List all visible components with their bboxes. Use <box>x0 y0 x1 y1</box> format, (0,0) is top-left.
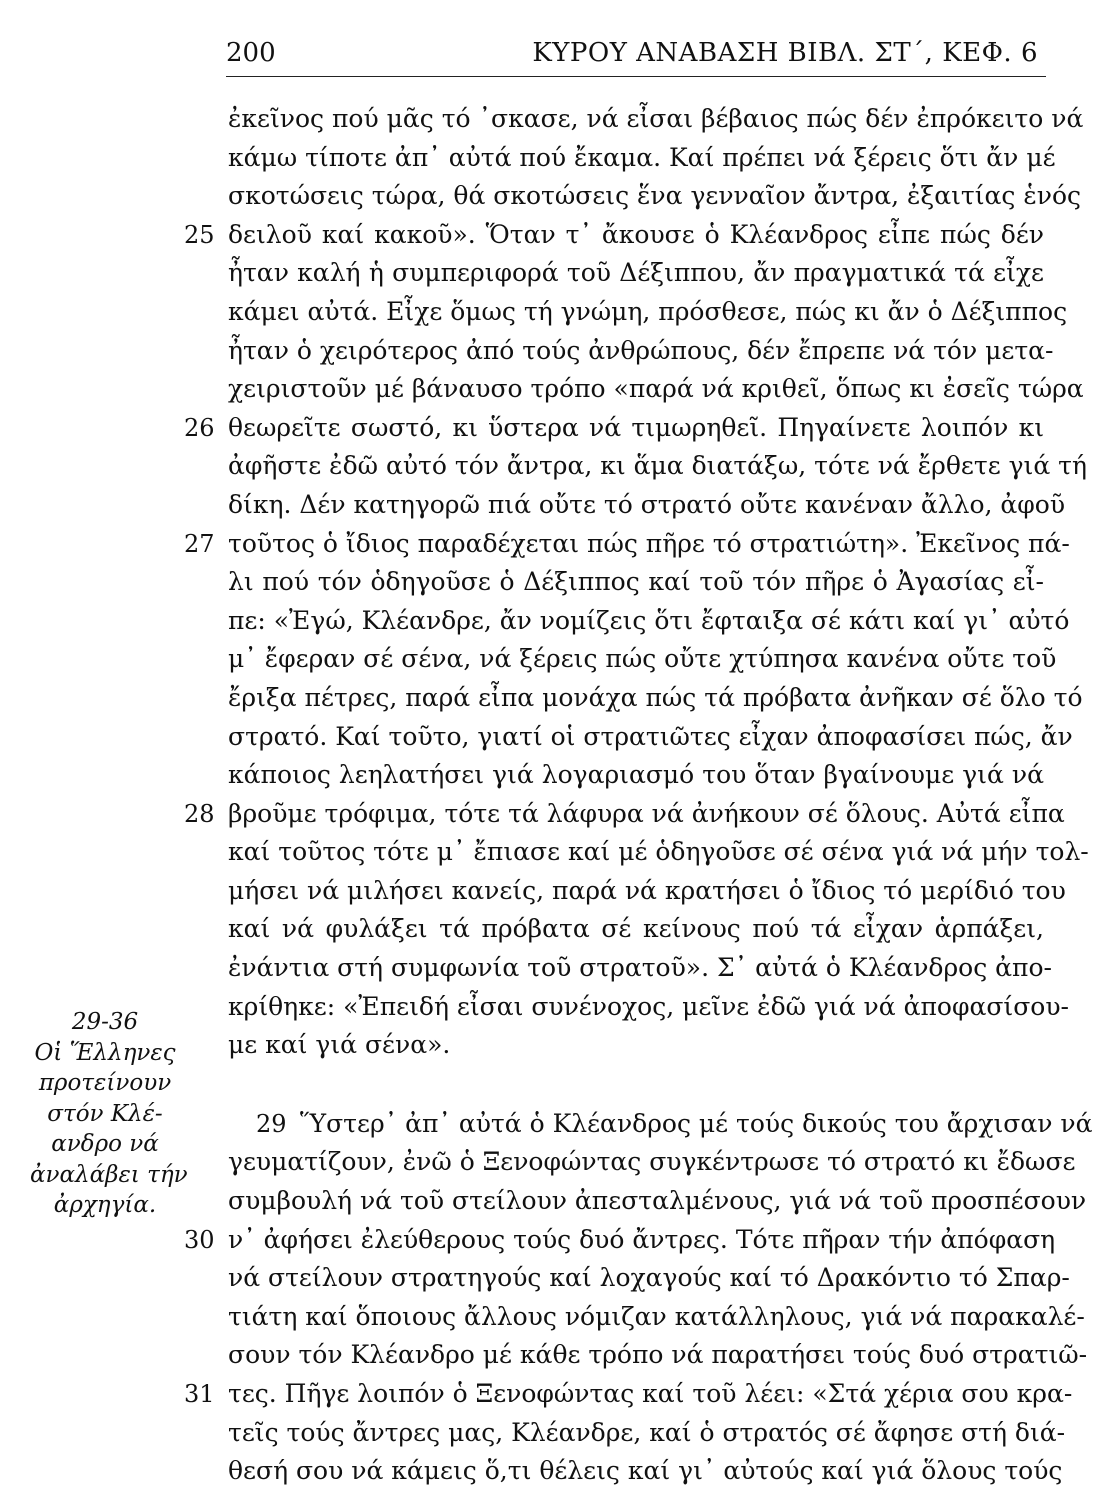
margin-note-line: Οἱ Ἕλληνες <box>34 1039 176 1066</box>
text-line: 28 βροῦμε τρόφιμα, τότε τά λάφυρα νά ἀνήκουν σέ ὅλους. Αὐτά εἶπα <box>228 795 1044 834</box>
margin-note-line: ἀναλάβει τήν <box>30 1161 188 1188</box>
body-text <box>184 100 1093 1491</box>
page-header <box>226 36 1046 77</box>
text-line: καί νά φυλάξει τά πρόβατα σέ κείνους πού τά εἶχαν ἁρπάξει, <box>228 914 1044 944</box>
text-line: μήσει νά μιλήσει κανείς, παρά νά κρατήσει ὁ ἴδιος τό μερίδιό του <box>228 875 1066 905</box>
text-line: τιάτη καί ὅποιους ἄλλους νόμιζαν κατάλληλους, γιά νά παρακαλέ- <box>228 1301 1085 1331</box>
margin-note-line: προτείνουν <box>38 1070 172 1096</box>
text-line: θεσή σου νά κάμεις ὅ,τι θέλεις καί γι᾽ αὐτούς καί γιά ὅλους τούς <box>228 1456 1063 1486</box>
text-line: καί τοῦτος τότε μ᾽ ἔπιασε καί μέ ὁδηγοῦσε σέ σένα γιά νά μήν τολ- <box>228 837 1089 867</box>
text-line: με καί γιά σένα». <box>228 1030 451 1060</box>
text-line: γευματίζουν, ἐνῶ ὁ Ξενοφώντας συγκέντρωσε τό στρατό κι ἔδωσε <box>228 1147 1076 1177</box>
text-line: ἀφῆστε ἐδῶ αὐτό τόν ἄντρα, κι ἅμα διατάξω, τότε νά ἔρθετε γιά τή <box>228 451 1087 481</box>
text-line: κάμει αὐτά. Εἶχε ὅμως τή γνώμη, πρόσθεσε, πώς κι ἄν ὁ Δέξιππος <box>228 296 1068 326</box>
text-line: συμβουλή νά τοῦ στείλουν ἀπεσταλμένους, γιά νά τοῦ προσπέσουν <box>228 1186 1087 1216</box>
text-line: 27 τοῦτος ὁ ἴδιος παραδέχεται πώς πῆρε τό στρατιώτη». Ἐκεῖνος πά- <box>228 525 1044 564</box>
text-line: χειριστοῦν μέ βάναυσο τρόπο «παρά νά κριθεῖ, ὅπως κι ἐσεῖς τώρα <box>228 374 1084 404</box>
text-line: 30 ν᾽ ἀφήσει ἐλεύθερους τούς δυό ἄντρες. Τότε πῆραν τήν ἀπόφαση <box>228 1221 1044 1260</box>
verse-number: 30 <box>184 1225 215 1254</box>
text-line: πε: «Ἐγώ, Κλέανδρε, ἄν νομίζεις ὅτι ἔφταιξα σέ κάτι καί γι᾽ αὐτό <box>228 605 1070 635</box>
text-line: ἦταν ὁ χειρότερος ἀπό τούς ἀνθρώπους, δέν ἔπρεπε νά τόν μετα- <box>228 335 1054 365</box>
text-line: ἦταν καλή ἡ συμπεριφορά τοῦ Δέξιππου, ἄν πραγματικά τά εἶχε <box>228 258 1044 288</box>
margin-note-line: ανδρο νά <box>51 1131 159 1157</box>
text-line: ἐνάντια στή συμφωνία τοῦ στρατοῦ». Σ᾽ αὐτά ὁ Κλέανδρος ἀπο- <box>228 953 1052 983</box>
text-line: νά στείλουν στρατηγούς καί λοχαγούς καί τό Δρακόντιο τό Σπαρ- <box>228 1263 1070 1293</box>
text-line: σκοτώσεις τώρα, θά σκοτώσεις ἕνα γενναῖον ἄντρα, ἐξαιτίας ἑνός <box>228 181 1082 211</box>
text-line: τεῖς τούς ἄντρες μας, Κλέανδρε, καί ὁ στρατός σέ ἄφησε στή διά- <box>228 1417 1066 1447</box>
margin-note-line: στόν Κλέ- <box>47 1100 163 1127</box>
text-line: στρατό. Καί τοῦτο, γιατί οἱ στρατιῶτες εἶχαν ἀποφασίσει πώς, ἄν <box>228 721 1073 751</box>
text-line: 26 θεωρεῖτε σωστό, κι ὕστερα νά τιμωρηθεῖ. Πηγαίνετε λοιπόν κι <box>228 409 1044 448</box>
verse-number: 27 <box>184 529 215 558</box>
margin-note <box>30 1007 188 1221</box>
text-line: 25 δειλοῦ καί κακοῦ». Ὅταν τ᾽ ἄκουσε ὁ Κλέανδρος εἶπε πώς δέν <box>228 216 1044 255</box>
running-title: ΚΥΡΟΥ ΑΝΑΒΑΣΗ ΒΙΒΛ. ΣΤ΄, ΚΕΦ. 6 <box>532 38 1038 68</box>
text-line: κάμω τίποτε ἀπ᾽ αὐτά πού ἔκαμα. Καί πρέπει νά ξέρεις ὅτι ἄν μέ <box>228 142 1056 172</box>
text-line: 29 Ὕστερ᾽ ἀπ᾽ αὐτά ὁ Κλέανδρος μέ τούς δικούς του ἄρχισαν νά <box>228 1105 1044 1144</box>
text-line: δίκη. Δέν κατηγορῶ πιά οὔτε τό στρατό οὔτε κανέναν ἄλλο, ἀφοῦ <box>228 489 1066 519</box>
text-line: 31 τες. Πῆγε λοιπόν ὁ Ξενοφώντας καί τοῦ λέει: «Στά χέρια σου κρα- <box>228 1375 1044 1414</box>
verse-number: 29 <box>256 1109 287 1138</box>
verse-number: 25 <box>184 220 215 249</box>
margin-note-line: ἀρχηγία. <box>53 1192 157 1218</box>
text-line: μ᾽ ἔφεραν σέ σένα, νά ξέρεις πώς οὔτε χτύπησα κανένα οὔτε τοῦ <box>228 644 1057 674</box>
page-number: 200 <box>226 38 276 68</box>
text-line: κάποιος λεηλατήσει γιά λογαριασμό του ὅταν βγαίνουμε γιά νά <box>228 760 1044 790</box>
verse-number: 26 <box>184 413 215 442</box>
text-line: λι πού τόν ὁδηγοῦσε ὁ Δέξιππος καί τοῦ τόν πῆρε ὁ Ἀγασίας εἶ- <box>228 567 1044 597</box>
verse-number: 28 <box>184 799 215 828</box>
text-line: ἔριξα πέτρες, παρά εἶπα μονάχα πώς τά πρόβατα ἀνῆκαν σέ ὅλο τό <box>228 682 1083 712</box>
margin-note-range: 29-36 <box>71 1009 139 1035</box>
text-line: κρίθηκε: «Ἐπειδή εἶσαι συνένοχος, μεῖνε ἐδῶ γιά νά ἀποφασίσου- <box>228 991 1069 1021</box>
text-line: ἐκεῖνος πού μᾶς τό ᾽σκασε, νά εἶσαι βέβαιος πώς δέν ἐπρόκειτο νά <box>228 104 1084 133</box>
text-line: σουν τόν Κλέανδρο μέ κάθε τρόπο νά παρατήσει τούς δυό στρατιῶ- <box>228 1340 1088 1370</box>
verse-number: 31 <box>184 1380 215 1408</box>
